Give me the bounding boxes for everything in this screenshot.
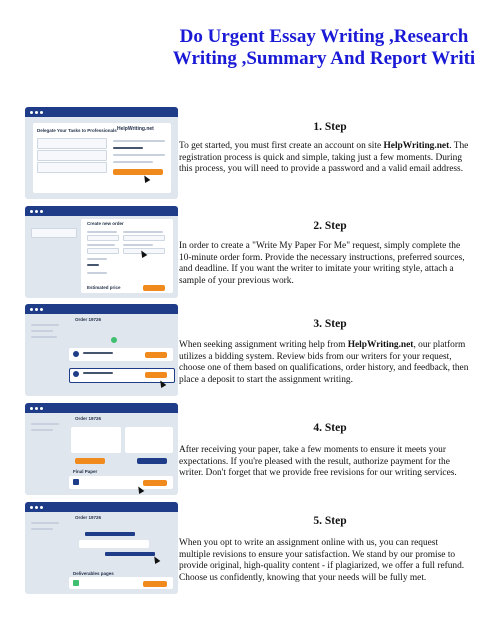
step-4-text: After receiving your paper, take a few moments to ensure it meets your expectations. If you're pleased with the result, authorize payment for the writer. Don't forget that we provide free revisions for our writing services. [179, 445, 457, 478]
step-5-text: When you opt to write an assignment online with us, you can request multiple revisions to ensure your satisfaction. We stand by our promise to provide original, high-quality content - if plagiarized, we offer a full refund. Choose us confidently, knowing that your needs will be fully met. [179, 538, 465, 583]
step-3-text: When seeking assignment writing help from HelpWriting.net, our platform utilizes a bidding system. Review bids from our writers for your request, choose one of them based on qualifications, order history, and feedback, then place a deposit to start the assignment writing. [179, 340, 469, 385]
screenshot-brand: HelpWriting.net [117, 126, 154, 132]
window-titlebar [25, 107, 178, 117]
brand-link-text: HelpWriting.net [347, 340, 414, 350]
step-2-screenshot [25, 206, 178, 298]
brand-link-text: HelpWriting.net [383, 141, 450, 151]
step-1-text: To get started, you must first create an account on site HelpWriting.net. The registration process is quick and simple, taking just a few moments. During this process, you will need to provide a password and a valid email address. [179, 141, 469, 174]
step-3-screenshot [25, 304, 178, 396]
final-paper-label: Final Paper [73, 469, 98, 474]
estimated-price-label: Estimated price [87, 285, 121, 290]
step-1-screenshot [25, 107, 178, 199]
screenshot-heading: Order 19726 [75, 416, 102, 421]
step-5-screenshot [25, 502, 178, 594]
deliverables-label: Deliverables pages [73, 571, 114, 576]
step-5-heading: 5. Step [313, 515, 347, 527]
step-2-text: In order to create a "Write My Paper For Me" request, simply complete the 10-minute order form. Provide the necessary instructions, preferred sources, and deadline. If you want the writer to imitate your writing style, attach a sample of your previous work. [179, 241, 465, 286]
screenshot-heading: Order 19726 [75, 515, 102, 520]
screenshot-heading: Order 19726 [75, 317, 102, 322]
step-4-screenshot [25, 403, 178, 495]
screenshot-heading: Delegate Your Tasks to Professionals [37, 128, 117, 133]
step-1-heading: 1. Step [313, 121, 347, 133]
step-2-heading: 2. Step [313, 220, 347, 232]
step-4-heading: 4. Step [313, 422, 347, 434]
step-3-heading: 3. Step [313, 318, 347, 330]
screenshot-heading: Create new order [87, 221, 124, 226]
document-title: Do Urgent Essay Writing ,Research Writing ,Summary And Report Writi [172, 26, 476, 69]
